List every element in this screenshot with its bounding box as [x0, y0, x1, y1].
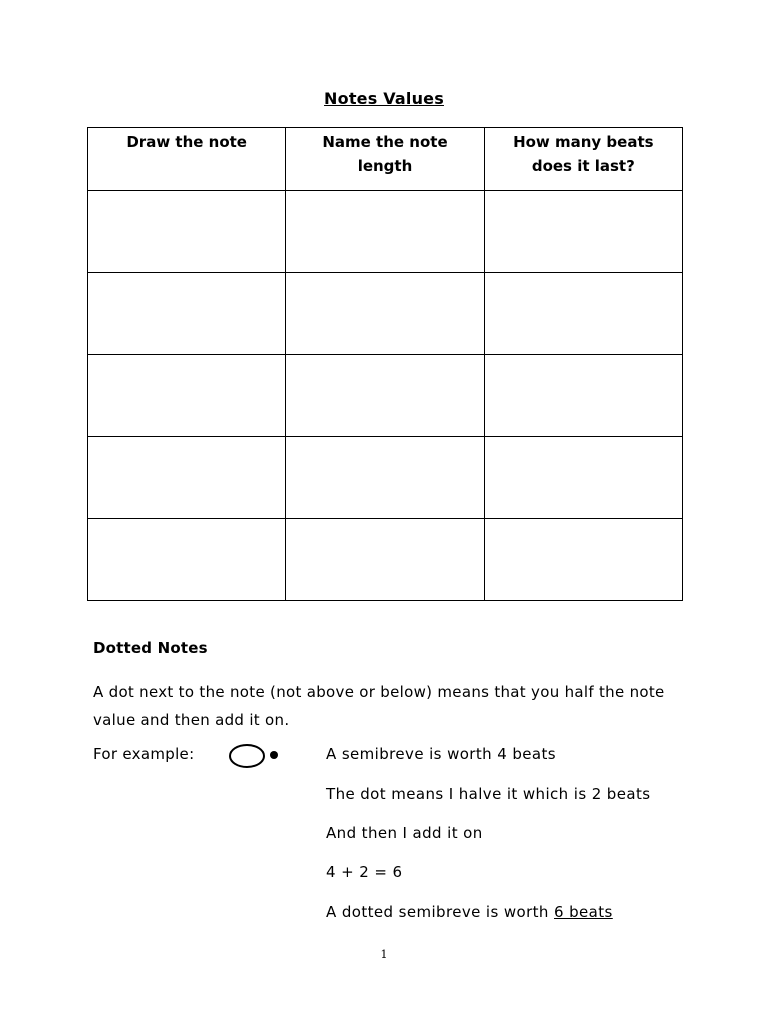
- note-length-cell[interactable]: [286, 355, 484, 437]
- page-title: Notes Values: [324, 89, 444, 108]
- note-length-cell[interactable]: [286, 437, 484, 519]
- beats-cell[interactable]: [484, 273, 682, 355]
- header-draw-the-note: Draw the note: [88, 128, 286, 191]
- table-row: [88, 355, 683, 437]
- example-line-2: The dot means I halve it which is 2 beats: [326, 785, 651, 803]
- note-length-cell[interactable]: [286, 519, 484, 601]
- draw-note-cell[interactable]: [88, 437, 286, 519]
- for-example-label: For example:: [93, 745, 195, 763]
- page-number: 1: [380, 948, 388, 961]
- beats-cell[interactable]: [484, 519, 682, 601]
- table-row: [88, 437, 683, 519]
- table-row: [88, 273, 683, 355]
- dotted-notes-heading: Dotted Notes: [93, 639, 208, 657]
- conclusion-prefix: A dotted semibreve is worth: [326, 903, 555, 921]
- beats-cell[interactable]: [484, 437, 682, 519]
- draw-note-cell[interactable]: [88, 355, 286, 437]
- example-line-3: And then I add it on: [326, 824, 483, 842]
- beats-cell[interactable]: [484, 355, 682, 437]
- header-how-many-beats: How many beats does it last?: [484, 128, 682, 191]
- beats-cell[interactable]: [484, 191, 682, 273]
- table-header-row: [88, 128, 683, 191]
- draw-note-cell[interactable]: [88, 519, 286, 601]
- note-values-table: [87, 127, 683, 601]
- header-name-the-note-length: Name the note length: [286, 128, 484, 191]
- table-row: [88, 519, 683, 601]
- note-length-cell[interactable]: [286, 191, 484, 273]
- conclusion-value: 6 beats: [554, 903, 613, 921]
- example-line-1: A semibreve is worth 4 beats: [326, 745, 556, 763]
- example-conclusion: [326, 903, 613, 921]
- table-row: [88, 191, 683, 273]
- example-line-4: 4 + 2 = 6: [326, 863, 403, 881]
- draw-note-cell[interactable]: [88, 273, 286, 355]
- dotted-semibreve-icon: [229, 741, 289, 771]
- dotted-notes-intro: A dot next to the note (not above or below) means that you half the note value and then add it on.: [93, 683, 665, 729]
- note-length-cell[interactable]: [286, 273, 484, 355]
- draw-note-cell[interactable]: [88, 191, 286, 273]
